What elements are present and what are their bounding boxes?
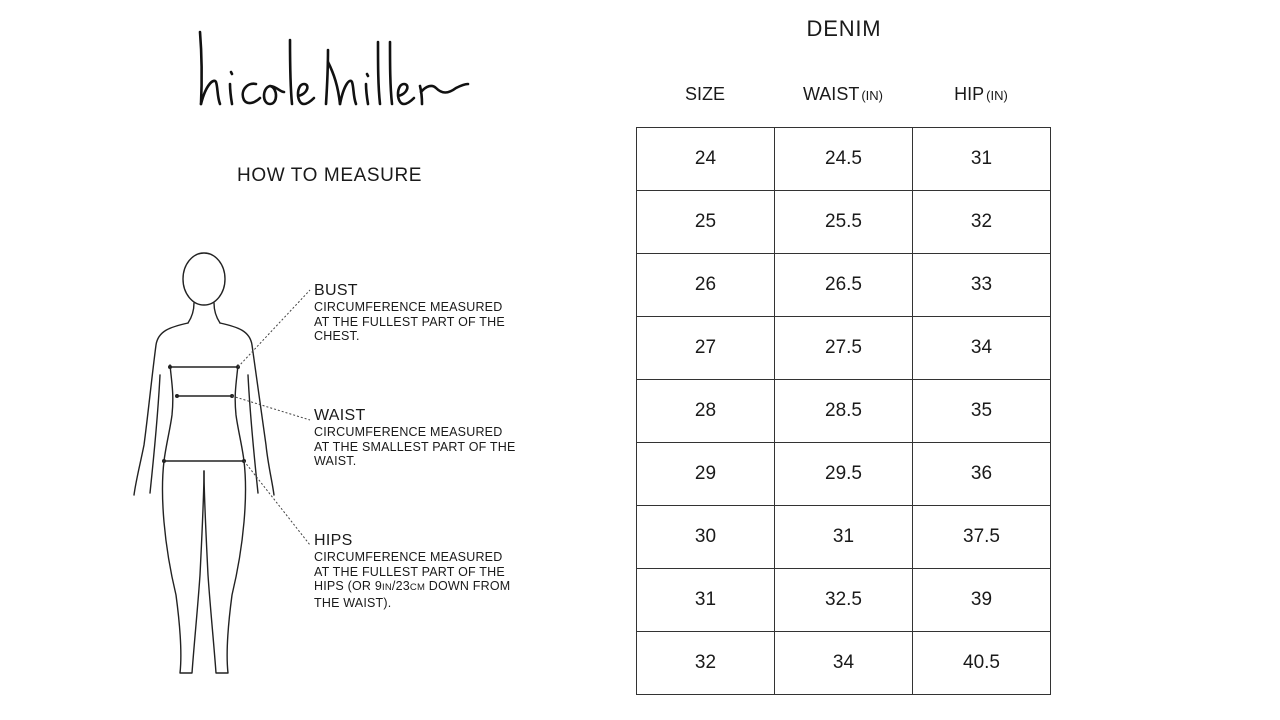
hips-callout (314, 532, 554, 610)
waist-cell: 31 (775, 506, 913, 569)
waist-cell: 27.5 (775, 317, 913, 380)
waist-description: CIRCUMFERENCE MEASURED AT THE SMALLEST PART OF THE WAIST. (314, 425, 516, 468)
size-cell: 30 (637, 506, 775, 569)
header-hip: HIP (IN) (954, 84, 1008, 104)
hip-cell: 32 (913, 191, 1051, 254)
waist-cell: 28.5 (775, 380, 913, 443)
bust-description: CIRCUMFERENCE MEASURED AT THE FULLEST PART OF THE CHEST. (314, 300, 505, 343)
header-size: SIZE (684, 84, 725, 104)
waist-cell: 29.5 (775, 443, 913, 506)
waist-cell: 25.5 (775, 191, 913, 254)
hip-cell: 33 (913, 254, 1051, 317)
bust-title: BUST (314, 282, 358, 299)
waist-cell: 24.5 (775, 128, 913, 191)
size-chart-table (636, 127, 1051, 695)
hip-cell: 35 (913, 380, 1051, 443)
hip-cell: 37.5 (913, 506, 1051, 569)
chart-title: DENIM (806, 16, 882, 41)
size-cell: 25 (637, 191, 775, 254)
hip-cell: 39 (913, 569, 1051, 632)
table-row (637, 254, 1051, 317)
nicole-miller-signature-logo (190, 22, 470, 112)
size-cell: 24 (637, 128, 775, 191)
table-row (637, 506, 1051, 569)
table-row (637, 191, 1051, 254)
hip-cell: 36 (913, 443, 1051, 506)
hip-cell: 31 (913, 128, 1051, 191)
size-cell: 31 (637, 569, 775, 632)
table-row (637, 380, 1051, 443)
size-cell: 32 (637, 632, 775, 695)
size-cell: 29 (637, 443, 775, 506)
waist-callout (314, 407, 554, 469)
how-to-measure-title: HOW TO MEASURE (237, 165, 423, 186)
table-row (637, 443, 1051, 506)
hips-description: CIRCUMFERENCE MEASURED AT THE FULLEST PART OF THE HIPS (OR 9IN/23CM DOWN FROM THE WAIST). (314, 550, 511, 610)
hip-cell: 40.5 (913, 632, 1051, 695)
size-cell: 28 (637, 380, 775, 443)
waist-cell: 26.5 (775, 254, 913, 317)
table-row (637, 632, 1051, 695)
bust-callout (314, 282, 554, 344)
waist-title: WAIST (314, 407, 366, 424)
size-cell: 26 (637, 254, 775, 317)
size-cell: 27 (637, 317, 775, 380)
body-outline-figure-icon (120, 245, 300, 685)
waist-cell: 32.5 (775, 569, 913, 632)
hips-title: HIPS (314, 532, 353, 549)
table-row (637, 128, 1051, 191)
hip-cell: 34 (913, 317, 1051, 380)
header-waist: WAIST (IN) (802, 84, 883, 104)
table-row (637, 317, 1051, 380)
table-row (637, 569, 1051, 632)
waist-cell: 34 (775, 632, 913, 695)
